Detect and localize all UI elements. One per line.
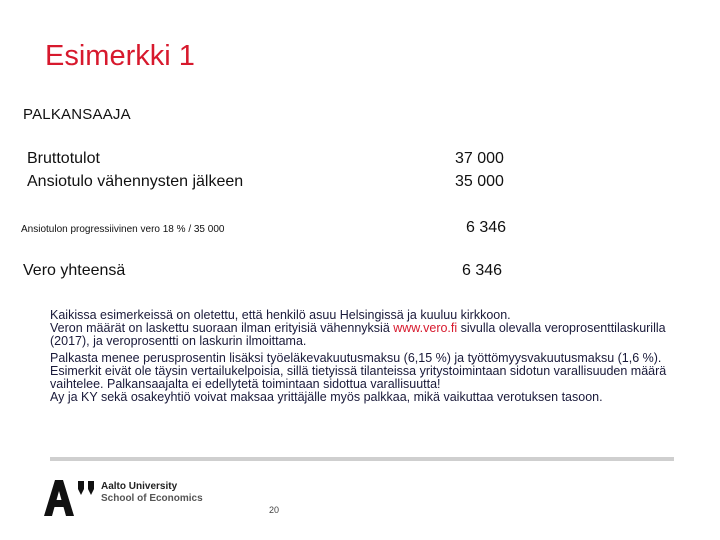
note-line bbox=[50, 322, 680, 348]
divider bbox=[50, 457, 674, 461]
note-line: Palkasta menee perusprosentin lisäksi työeläkevakuutusmaksu (6,15 %) ja työttömyysvakuutusmaksu (1,6 %). bbox=[50, 351, 662, 365]
note-line: Ay ja KY sekä osakeyhtiö voivat maksaa yrittäjälle myös palkkaa, mikä vaikuttaa verotuksen tasoon. bbox=[50, 390, 603, 404]
section-heading: PALKANSAAJA bbox=[23, 106, 131, 123]
row-label-gross-income: Bruttotulot bbox=[27, 150, 100, 167]
row-label-earned-income: Ansiotulo vähennysten jälkeen bbox=[27, 173, 244, 190]
row-value-total-tax: 6 346 bbox=[462, 262, 503, 279]
note-line: Kaikissa esimerkeissä on oletettu, että henkilö asuu Helsingissä ja kuuluu kirkkoon. bbox=[50, 308, 511, 322]
slide-title: Esimerkki 1 bbox=[45, 40, 195, 72]
logo-text bbox=[101, 481, 203, 505]
vero-link[interactable]: www.vero.fi bbox=[393, 321, 458, 335]
aalto-logo-icon bbox=[44, 480, 96, 516]
row-value-gross-income: 37 000 bbox=[455, 150, 504, 167]
note-text: Veron määrät on laskettu suoraan ilman erityisiä vähennyksiä bbox=[50, 321, 394, 335]
logo-line-university: Aalto University bbox=[101, 481, 178, 492]
notes-block bbox=[50, 309, 680, 408]
row-label-progressive-tax: Ansiotulon progressiivinen vero 18 % / 35 000 bbox=[21, 224, 225, 235]
row-value-progressive-tax: 6 346 bbox=[466, 219, 507, 236]
row-value-earned-income: 35 000 bbox=[455, 173, 504, 190]
row-label-total-tax: Vero yhteensä bbox=[23, 262, 126, 279]
logo-line-school: School of Economics bbox=[101, 493, 203, 504]
page-number: 20 bbox=[269, 505, 280, 515]
note-text: sivulla olevalla veroprosenttilaskurilla (2017), ja veroprosentti on laskurin ilmoittama. bbox=[50, 321, 666, 348]
note-line: Esimerkit eivät ole täysin vertailukelpoisia, sillä tietyissä tilanteissa yritystoimintaan sidotun varallisuuden määrä vaihtelee. Palkansaajalta ei edellytetä toimintaan sidottua varallisuutta! bbox=[50, 364, 667, 391]
